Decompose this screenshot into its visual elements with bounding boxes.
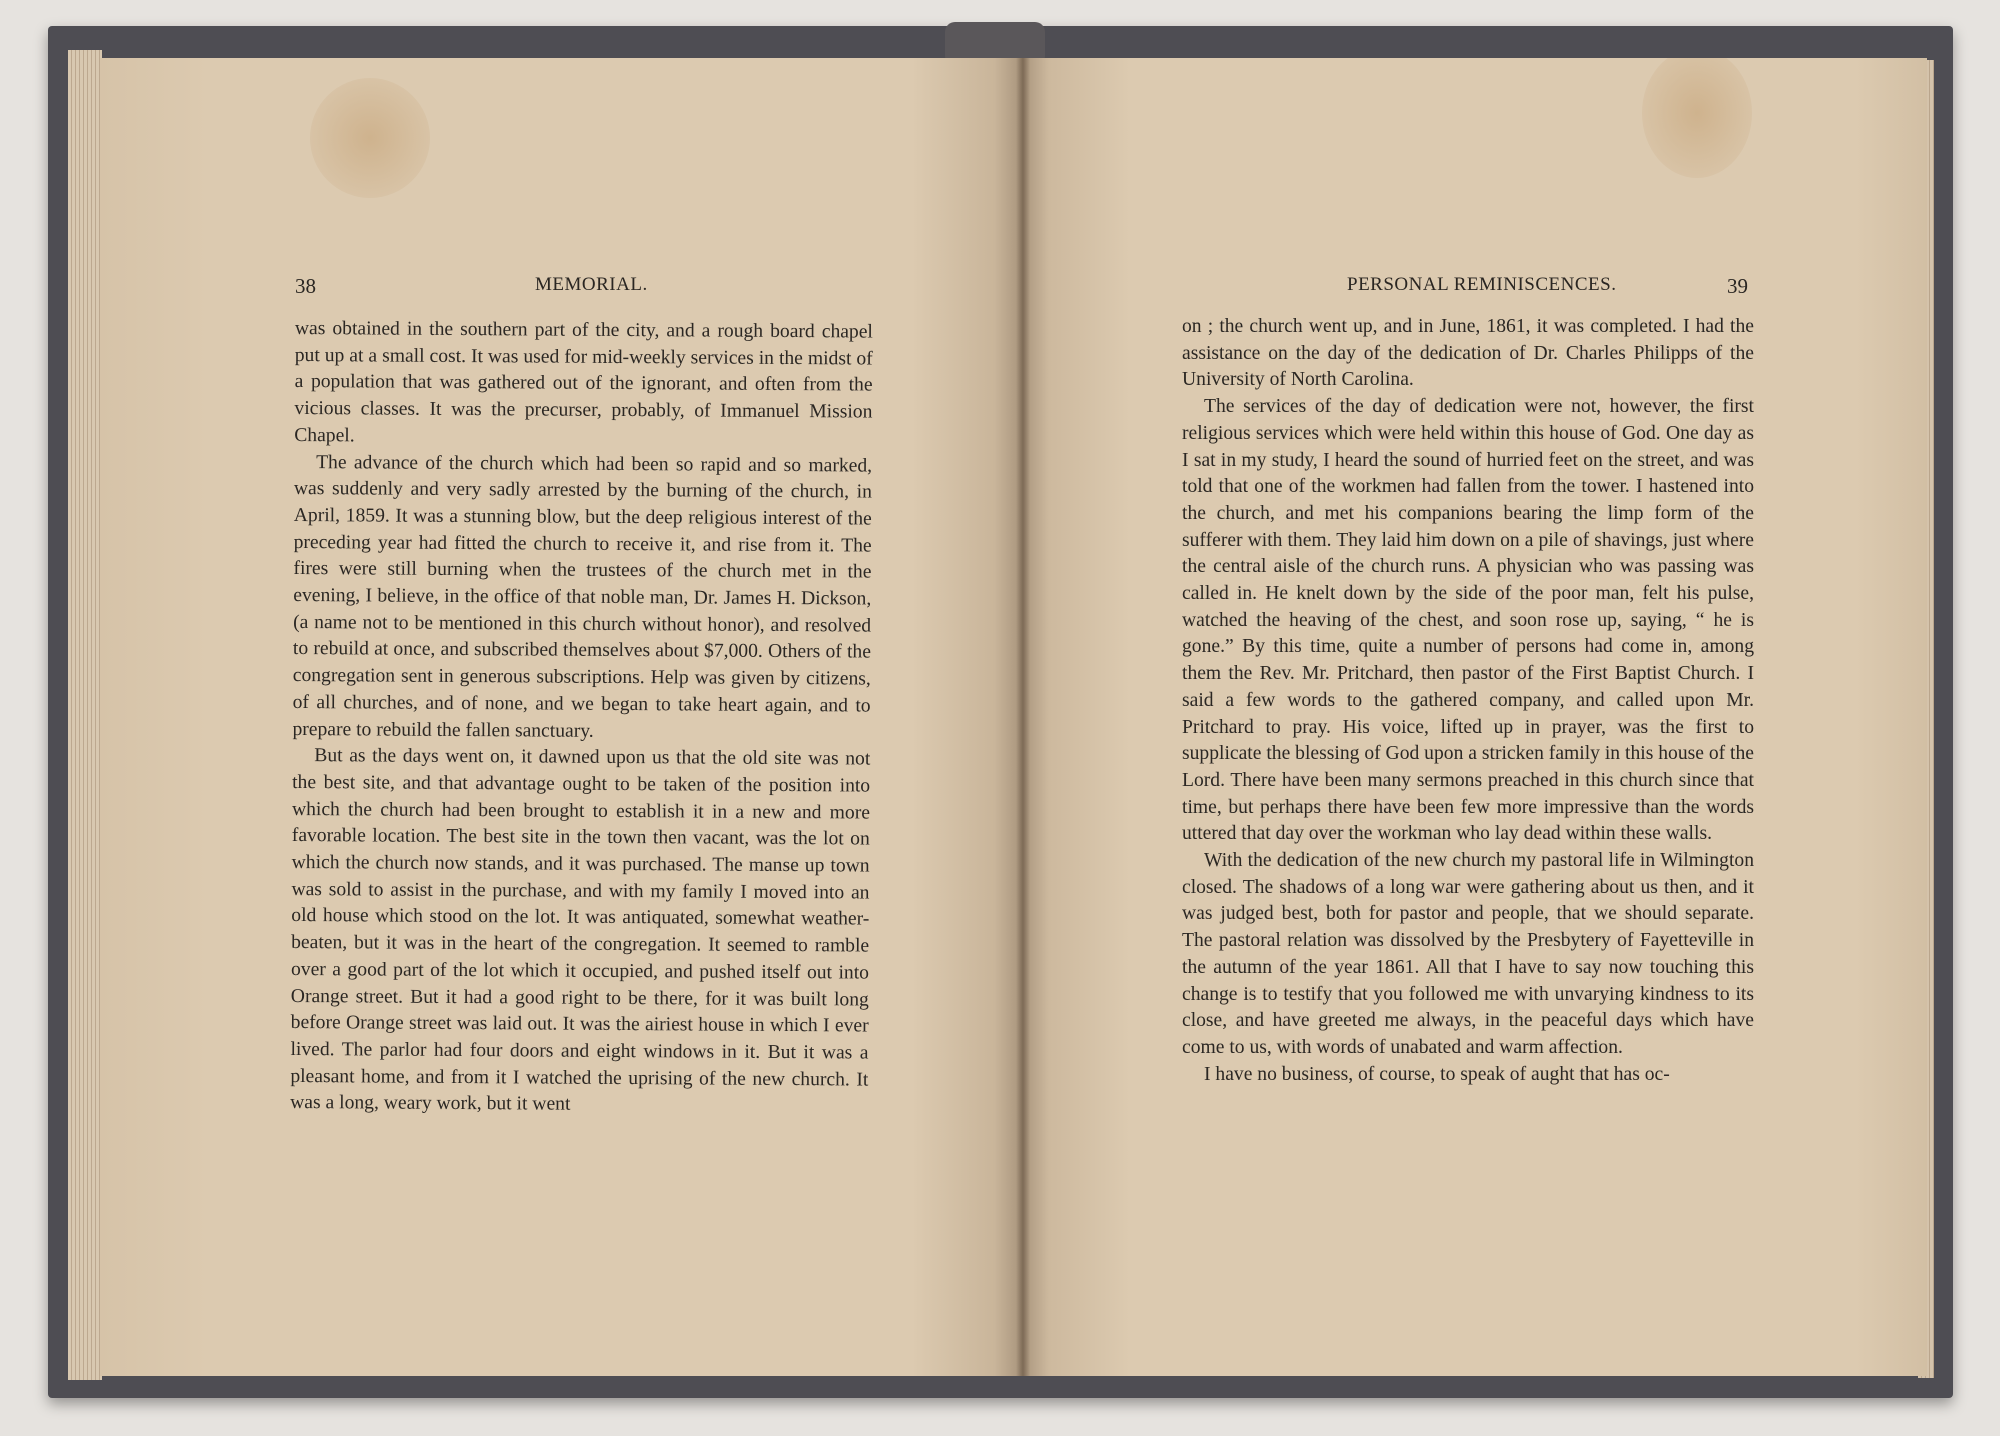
page-number: 39 bbox=[1727, 274, 1748, 298]
paragraph: was obtained in the southern part of the city, and a rough board chapel put up at a small cost. It was used for mid-weekly services in the midst of a population that was gathered out of the ignorant, and often from the vicious classes. It was the precurser, probably, of Immanuel Mission Chapel. bbox=[294, 317, 873, 447]
paragraph: The services of the day of dedication were not, however, the first religious services which were held within this house of God. One day as I sat in my study, I heard the sound of hurried feet on the street, and was told that one of the workmen had fallen from the tower. I hastened into the church, and met his companions bearing the limp form of the sufferer with them. They laid him down on a pile of shavings, just where the central aisle of the church runs. A physician who was passing was called in. He knelt down by the side of the poor man, felt his pulse, watched the heaving of the chest, and soon rose up, saying, “ he is gone.” By this time, quite a number of persons had come in, among them the Rev. Mr. Pritchard, then pastor of the First Baptist Church. I said a few words to the gathered company, and called upon Mr. Pritchard to pray. His voice, lifted up in prayer, was the first to supplicate the blessing of God upon a stricken family in this house of the Lord. There have been many sermons preached in this church since that time, but perhaps there have been few more impressive than the words uttered that day over the workman who lay dead within these walls. bbox=[1182, 396, 1754, 845]
book-gutter bbox=[1016, 58, 1030, 1376]
left-page bbox=[100, 58, 1022, 1376]
running-head: PERSONAL REMINISCENCES. bbox=[1347, 274, 1617, 295]
page-edges-left bbox=[68, 50, 102, 1380]
foxing-stain bbox=[310, 78, 430, 198]
body-text bbox=[290, 316, 873, 1121]
paragraph: I have no business, of course, to speak of aught that has oc- bbox=[1204, 1063, 1670, 1085]
foxing-stain bbox=[1642, 58, 1752, 178]
paragraph: The advance of the church which had been so rapid and so marked, was suddenly and very sadly arrested by the burning of the church, in April, 1859. It was a stunning blow, but the deep religious interest of the preceding year had fitted the church to receive it, and rise from it. The fires were still burning when the trustees of the church met in the evening, I believe, in the office of that noble man, Dr. James H. Dickson, (a name not to be mentioned in this church without honor), and resolved to rebuild at once, and subscribed themselves about $7,000. Others of the congregation sent in generous subscriptions. Help was given by citizens, of all churches, and of none, and we began to take heart again, and to prepare to rebuild the fallen sanctuary. bbox=[292, 451, 873, 742]
right-page bbox=[1022, 58, 1927, 1376]
paragraph: But as the days went on, it dawned upon us that the old site was not the best site, and that advantage ought to be taken of the position into which the church had been brought to establish it in a new and more favorable location. The best site in the town then vacant, was the lot on which the church now stands, and it was purchased. The manse up town was sold to assist in the purchase, and with my family I moved into an old house which stood on the lot. It was antiquated, somewhat weather-beaten, but it was in the heart of the congregation. It seemed to ramble over a good part of the lot which it occupied, and pushed itself out into Orange street. But it had a good right to be there, for it was built long before Orange street was laid out. It was the airiest house in which I ever lived. The parlor had four doors and eight windows in it. But it was a pleasant home, and from it I watched the uprising of the new church. It was a long, weary work, but it went bbox=[290, 745, 871, 1116]
page-number: 38 bbox=[295, 274, 316, 298]
paragraph: on ; the church went up, and in June, 1861, it was completed. I had the assistance on the day of the dedication of Dr. Charles Philipps of the University of North Carolina. bbox=[1182, 316, 1754, 391]
body-text bbox=[1182, 314, 1754, 1088]
paragraph: With the dedication of the new church my pastoral life in Wilmington closed. The shadows of a long war were gathering about us then, and it was judged best, both for pastor and people, that we should separate. The pastoral relation was dissolved by the Presbytery of Fayetteville in the autumn of the year 1861. All that I have to say now touching this change is to testify that you followed me with unvarying kindness to its close, and have greeted me always, in the peaceful days which have come to us, with words of unabated and warm affection. bbox=[1182, 850, 1754, 1058]
running-head: MEMORIAL. bbox=[535, 274, 648, 295]
